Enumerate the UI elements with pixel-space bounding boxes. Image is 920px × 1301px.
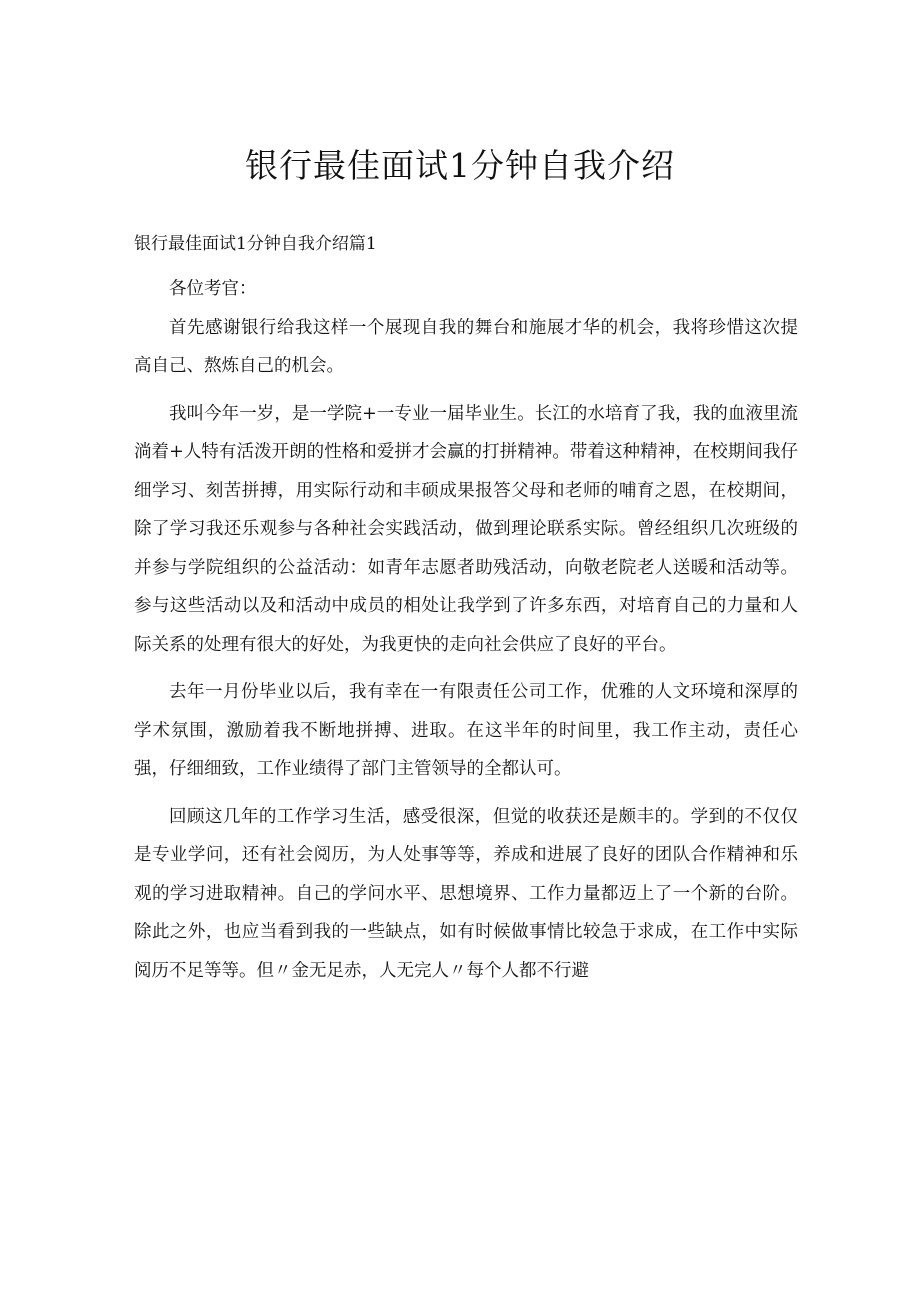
document-title: 银行最佳面试1分钟自我介绍 [245,146,675,185]
greeting-paragraph: 各位考官： [169,279,257,299]
body-paragraph: 我叫今年一岁，是一学院+一专业一届毕业生。长江的水培育了我，我的血液里流淌着+人特有活泼开朗的性格和爱拼才会赢的打拼精神。带着这种精神，在校期间我仔细学习、刻苦拼搏，用实际行动和丰硕成果报答父母和老师的哺育之恩，在校期间，除了学习我还乐观参与各种社会实践活动，做到理论联系实际。曾经组织几次班级的并参与学院组织的公益活动：如青年志愿者助残活动，向敬老院老人送暖和活动等。参与这些活动以及和活动中成员的相处让我学到了许多东西，对培育自己的力量和人际关系的处理有很大的好处，为我更快的走向社会供应了良好的平台。 [134,403,798,655]
body-paragraph: 首先感谢银行给我这样一个展现自我的舞台和施展才华的机会，我将珍惜这次提高自己、熬炼自己的机会。 [134,317,798,376]
body-paragraph: 回顾这几年的工作学习生活，感受很深，但觉的收获还是颇丰的。学到的不仅仅是专业学问，还有社会阅历，为人处事等等，养成和进展了良好的团队合作精神和乐观的学习进取精神。自己的学问水平、思想境界、工作力量都迈上了一个新的台阶。除此之外，也应当看到我的一些缺点，如有时候做事情比较急于求成，在工作中实际阅历不足等等。但〃金无足赤，人无完人〃每个人都不行避 [134,806,798,981]
body-paragraph: 去年一月份毕业以后，我有幸在一有限责任公司工作，优雅的人文环境和深厚的学术氛围，激励着我不断地拼搏、进取。在这半年的时间里，我工作主动，责任心强，仔细细致，工作业绩得了部门主管领导的全都认可。 [134,682,798,779]
document-body [134,270,798,999]
section-heading: 银行最佳面试1分钟自我介绍篇1 [134,234,377,254]
